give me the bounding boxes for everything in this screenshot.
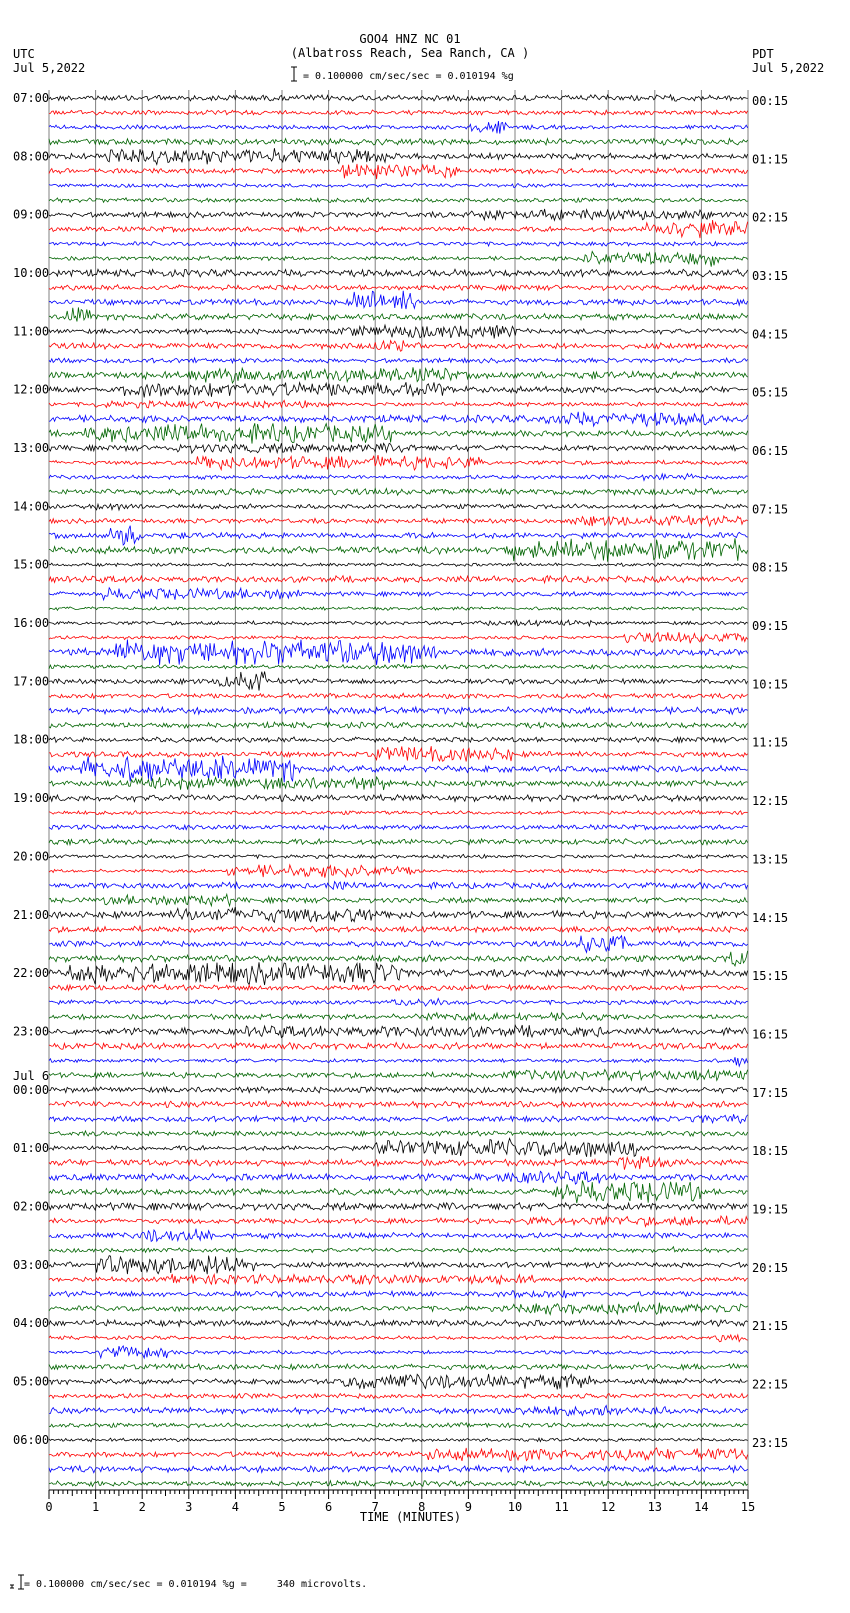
left-time-label: 19:00	[13, 791, 50, 806]
left-time-label: 22:00	[13, 966, 50, 981]
trace-line	[49, 423, 748, 443]
trace-line	[49, 563, 748, 567]
trace-line	[49, 1171, 748, 1184]
trace-line	[49, 1481, 748, 1487]
right-date-label: Jul 5,2022	[752, 61, 825, 75]
chart-title-location: (Albatross Reach, Sea Ranch, CA )	[290, 46, 530, 60]
x-tick-label: 10	[507, 1500, 523, 1514]
trace-line	[49, 1346, 748, 1358]
x-tick-label: 15	[740, 1500, 756, 1514]
right-time-label: 03:15	[752, 269, 789, 284]
right-time-label: 13:15	[752, 852, 789, 867]
trace-line	[49, 746, 748, 761]
left-time-label: 00:00	[13, 1082, 50, 1097]
right-time-label: 02:15	[752, 210, 789, 225]
trace-line	[49, 1229, 748, 1242]
trace-line	[49, 455, 748, 470]
trace-line	[49, 998, 748, 1006]
trace-line	[49, 1070, 748, 1081]
right-time-label: 14:15	[752, 910, 789, 925]
trace-line	[49, 962, 748, 985]
trace-line	[49, 839, 748, 845]
right-time-label: 05:15	[752, 385, 789, 400]
x-tick-label: 3	[185, 1500, 193, 1514]
left-time-label: 21:00	[13, 907, 50, 922]
trace-line	[49, 985, 748, 991]
trace-line	[49, 443, 748, 453]
left-time-label: 05:00	[13, 1374, 50, 1389]
trace-line	[49, 1043, 748, 1050]
right-time-label: 11:15	[752, 735, 789, 750]
trace-line	[49, 756, 748, 782]
x-tick-label: 7	[371, 1500, 379, 1514]
trace-line	[49, 269, 748, 277]
trace-line	[49, 1394, 748, 1399]
right-time-label: 01:15	[752, 152, 789, 167]
right-time-label: 19:15	[752, 1202, 789, 1217]
trace-line	[49, 811, 748, 815]
left-timezone-label: UTC	[13, 47, 35, 61]
trace-line	[49, 1302, 748, 1314]
trace-line	[49, 722, 748, 728]
x-tick-label: 1	[91, 1500, 100, 1514]
left-time-label: 14:00	[13, 499, 50, 514]
left-time-label: 13:00	[13, 441, 50, 456]
trace-line	[49, 220, 748, 238]
trace-line	[49, 183, 748, 187]
trace-line	[49, 588, 748, 600]
trace-line	[49, 1114, 748, 1123]
trace-line	[49, 538, 748, 561]
x-tick-label: 0	[45, 1500, 53, 1514]
right-time-label: 10:15	[752, 677, 789, 692]
trace-line	[49, 1423, 748, 1428]
x-tick-label: 4	[231, 1500, 240, 1514]
trace-line	[49, 671, 748, 690]
left-time-label: 01:00	[13, 1141, 50, 1156]
right-time-label: 12:15	[752, 794, 789, 809]
trace-line	[49, 620, 748, 626]
right-time-label: 22:15	[752, 1377, 789, 1392]
trace-line	[49, 665, 748, 669]
left-time-label: 03:00	[13, 1257, 50, 1272]
trace-line	[49, 1156, 748, 1170]
right-time-label: 09:15	[752, 619, 789, 634]
right-time-label: 23:15	[752, 1435, 789, 1450]
right-time-label: 07:15	[752, 502, 789, 517]
scale-mark-icon-bottom	[10, 1585, 14, 1588]
trace-line	[49, 367, 748, 383]
left-time-label: 17:00	[13, 674, 50, 689]
right-time-label: 08:15	[752, 560, 789, 575]
trace-line	[49, 526, 748, 545]
trace-line	[49, 1364, 748, 1370]
trace-line	[49, 1131, 748, 1136]
trace-line	[49, 148, 748, 164]
trace-line	[49, 607, 748, 611]
left-time-label: 07:00	[13, 91, 50, 105]
trace-line	[49, 291, 748, 309]
trace-line	[49, 936, 748, 953]
left-time-label: 08:00	[13, 149, 50, 164]
trace-line	[49, 504, 748, 510]
trace-line	[49, 1087, 748, 1094]
left-time-label: 10:00	[13, 266, 50, 281]
x-tick-label: 2	[138, 1500, 146, 1514]
left-time-label: 18:00	[13, 732, 50, 747]
trace-line	[49, 640, 748, 666]
left-date-label: Jul 5,2022	[13, 61, 86, 75]
trace-line	[49, 1216, 748, 1227]
left-time-label: 06:00	[13, 1432, 50, 1447]
trace-line	[49, 894, 748, 906]
trace-line	[49, 1181, 748, 1204]
trace-line	[49, 121, 748, 134]
x-tick-label: 6	[324, 1500, 333, 1514]
left-time-label: 15:00	[13, 557, 50, 572]
x-axis-label: TIME (MINUTES)	[359, 1510, 462, 1524]
trace-line	[49, 139, 748, 146]
trace-line	[49, 198, 748, 203]
trace-line	[49, 358, 748, 363]
right-time-label: 00:15	[752, 94, 789, 108]
x-tick-label: 9	[464, 1500, 473, 1514]
trace-line	[49, 777, 748, 790]
trace-line	[49, 1320, 748, 1327]
trace-line	[49, 1374, 748, 1390]
trace-line	[49, 209, 748, 220]
trace-line	[49, 1256, 748, 1275]
left-date-change-label: Jul 6	[13, 1068, 50, 1083]
trace-line	[49, 1274, 748, 1285]
trace-line	[49, 307, 748, 321]
left-time-label: 23:00	[13, 1024, 50, 1039]
trace-line	[49, 488, 748, 495]
left-time-label: 11:00	[13, 324, 50, 339]
trace-line	[49, 1448, 748, 1461]
trace-line	[49, 285, 748, 291]
trace-line	[49, 1247, 748, 1253]
trace-line	[49, 576, 748, 583]
trace-line	[49, 693, 748, 699]
left-time-label: 09:00	[13, 207, 50, 222]
chart-title-station: GOO4 HNZ NC 01	[359, 32, 461, 46]
trace-line	[49, 325, 748, 338]
trace-line	[49, 1465, 748, 1472]
trace-line	[49, 907, 748, 922]
right-time-label: 15:15	[752, 969, 789, 984]
trace-line	[49, 474, 748, 481]
left-time-label: 02:00	[13, 1199, 50, 1214]
right-time-label: 18:15	[752, 1144, 789, 1159]
x-tick-label: 14	[694, 1500, 709, 1514]
trace-line	[49, 632, 748, 643]
trace-line	[49, 1025, 748, 1038]
x-tick-label: 12	[600, 1500, 616, 1514]
trace-line	[49, 382, 748, 397]
right-time-label: 06:15	[752, 444, 789, 459]
trace-line	[49, 825, 748, 830]
trace-line	[49, 242, 748, 247]
trace-line	[49, 1335, 748, 1342]
trace-line	[49, 251, 748, 266]
trace-line	[49, 854, 748, 858]
trace-line	[49, 1138, 748, 1156]
trace-line	[49, 1438, 748, 1442]
right-time-label: 17:15	[752, 1085, 789, 1100]
trace-line	[49, 1057, 748, 1066]
trace-line	[49, 1013, 748, 1021]
right-time-label: 20:15	[752, 1260, 789, 1275]
right-timezone-label: PDT	[752, 47, 774, 61]
left-time-label: 04:00	[13, 1316, 50, 1331]
trace-line	[49, 515, 748, 526]
left-time-label: 12:00	[13, 382, 50, 397]
trace-line	[49, 110, 748, 115]
trace-line	[49, 1406, 748, 1416]
trace-line	[49, 707, 748, 714]
right-time-label: 21:15	[752, 1319, 789, 1334]
trace-line	[49, 951, 748, 966]
right-time-label: 16:15	[752, 1027, 789, 1042]
trace-line	[49, 926, 748, 932]
trace-line	[49, 1101, 748, 1108]
trace-line	[49, 882, 748, 890]
trace-line	[49, 737, 748, 743]
right-time-label: 04:15	[752, 327, 789, 342]
trace-line	[49, 412, 748, 427]
trace-line	[49, 1203, 748, 1211]
trace-line	[49, 1290, 748, 1298]
trace-line	[49, 795, 748, 802]
scale-text-bottom: = 0.100000 cm/sec/sec = 0.010194 %g = 340 microvolts.	[24, 1579, 368, 1590]
scale-bar-icon-top	[291, 67, 297, 81]
scale-text-top: = 0.100000 cm/sec/sec = 0.010194 %g	[303, 71, 514, 82]
trace-line	[49, 400, 748, 408]
x-tick-label: 13	[647, 1500, 663, 1514]
trace-line	[49, 95, 748, 101]
trace-line	[49, 865, 748, 878]
x-tick-label: 11	[554, 1500, 569, 1514]
x-tick-label: 5	[278, 1500, 286, 1514]
x-tick-label: 8	[418, 1500, 426, 1514]
trace-line	[49, 340, 748, 351]
trace-line	[49, 164, 748, 179]
left-time-label: 16:00	[13, 616, 50, 631]
left-time-label: 20:00	[13, 849, 50, 864]
scale-bar-icon-bottom	[18, 1575, 24, 1589]
